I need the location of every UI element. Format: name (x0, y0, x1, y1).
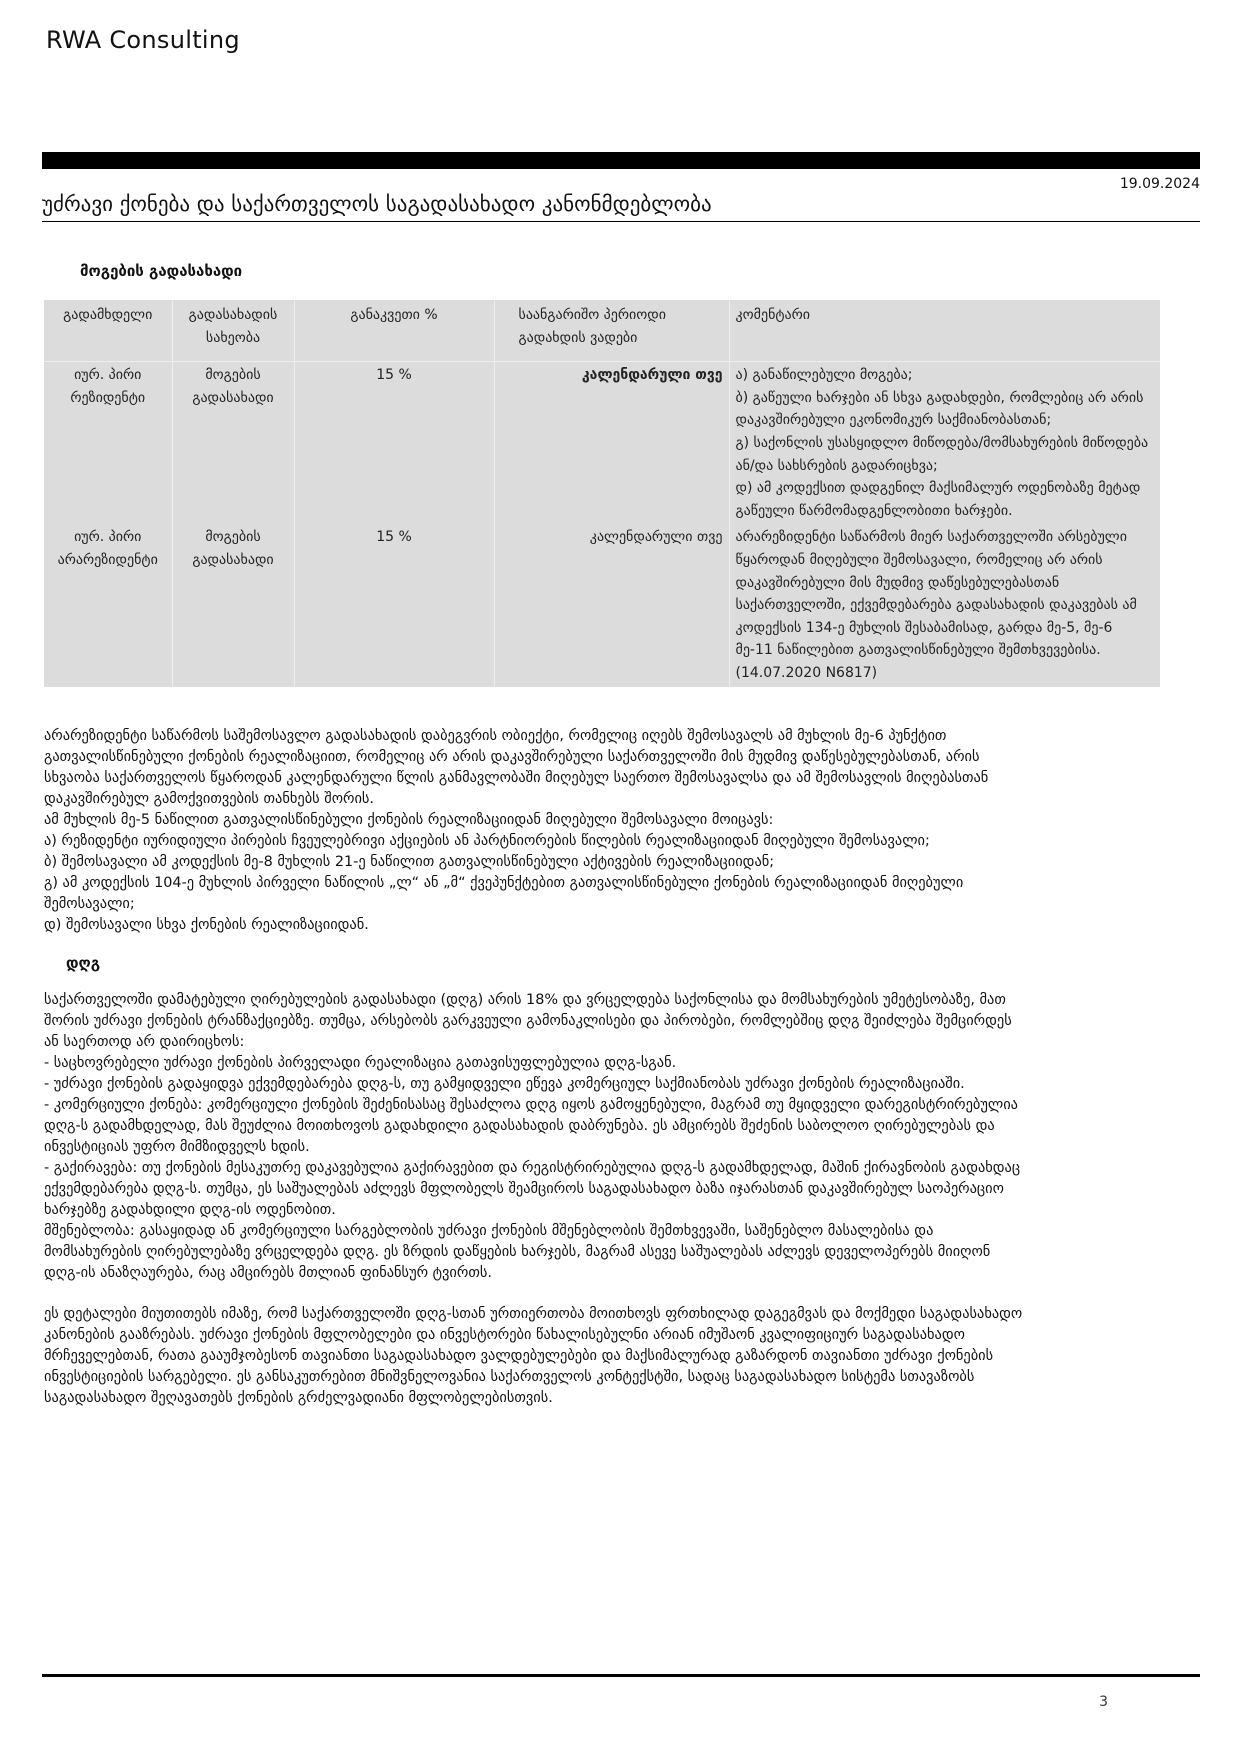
cell-tax-type: მოგების გადასახადი (172, 362, 294, 525)
profit-tax-heading: მოგების გადასახადი (80, 262, 243, 280)
comment-line: გ) საქონლის უსასყიდლო მიწოდება/მომსახურების მიწოდება ან/და სახსრების გადარიცხვა; (735, 434, 1149, 474)
paragraph-line: კანონების გააზრებას. უძრავი ქონების მფლობელები და ინვესტორები წახალისებულნი არიან იმუშაონ კვალიფიციურ საგადასახადო (44, 1327, 965, 1343)
paragraph-line: მშენებლობა: გასაყიდად ან კომერციული სარგებლობის უძრავი ქონების მშენებლობის შემთხვევაში, საშენებლო მასალებისა და (44, 1223, 934, 1239)
paragraph-line: ეს დეტალები მიუთითებს იმაზე, რომ საქართველოში დღგ-სთან ურთიერთობა მოითხოვს ფრთხილად დაგეგმვას და მოქმედი საგადასახადო (44, 1306, 1023, 1322)
cell-payer: იურ. პირი არარეზიდენტი (44, 524, 172, 686)
column-header-rate: განაკვეთი % (294, 300, 494, 362)
paragraph-line: დ) შემოსავალი სხვა ქონების რეალიზაციიდან. (44, 917, 369, 933)
paragraph-line: არარეზიდენტი საწარმოს საშემოსავლო გადასახადის დაბეგვრის ობიექტი, რომელიც იღებს შემოსავალს ამ მუხლის მე-6 პუნქტით (44, 728, 947, 744)
table-header-row (44, 300, 1160, 362)
footer-divider (42, 1674, 1200, 1677)
vat-heading: დღგ (66, 954, 101, 972)
comment-line: არარეზიდენტი საწარმოს მიერ საქართველოში არსებული წყაროდან მიღებული შემოსავალი, რომელიც არ არის დაკავშირებული მის მუდმივ დაწესებულებასთან საქართველოში, ექვემდებარება გადასახადის დაკავებას ამ კოდექსის 134-ე მუხლის შესაბამისად, გარდა მე-5, მე-6 მე-11 ნაწილებით გათვალისწინებული შემთხვევებისა. (14.07.2020 N6817) (735, 529, 1137, 681)
paragraph-line: დღგ-ის ანაზღაურება, რაც ამცირებს მთლიან ფინანსურ ტვირთს. (44, 1265, 492, 1281)
cell-tax-type: მოგების გადასახადი (172, 524, 294, 686)
comment-line: დ) ამ კოდექსით დადგენილ მაქსიმალურ ოდენობაზე მეტად გაწეული წარმომადგენლობითი ხარჯები. (735, 480, 1141, 519)
paragraph-line: - კომერციული ქონება: კომერციული ქონების შეძენისასაც შესაძლოა დღგ იყოს გამოყენებული, მაგრამ თუ მყიდველი დარეგისტრირებულია (44, 1097, 1018, 1113)
document-date: 19.09.2024 (1119, 176, 1200, 192)
column-header-period: საანგარიშო პერიოდი გადახდის ვადები (494, 300, 729, 362)
cell-rate: 15 % (294, 524, 494, 686)
cell-period: კალენდარული თვე (494, 524, 729, 686)
document-title: უძრავი ქონება და საქართველოს საგადასახადო კანონმდებლობა (42, 192, 712, 216)
paragraph-line: მომსახურების ღირებულებაზე ვრცელდება დღგ. ეს ზრდის დაწყების ხარჯებს, მაგრამ ასევე საშუალებას აძლევს დეველოპერებს მიიღონ (44, 1244, 991, 1260)
column-header-tax-type: გადასახადის სახეობა (172, 300, 294, 362)
paragraph-line: ა) რეზიდენტი იურიდიული პირების ჩვეულებრივი აქციების ან პარტნიორების წილების რეალიზაციიდან მიღებული შემოსავალი; (44, 833, 930, 849)
table-row (44, 362, 1160, 525)
company-name: RWA Consulting (46, 26, 240, 54)
paragraph-line: ინვესტიციას უფრო მიმზიდველს ხდის. (44, 1139, 310, 1155)
cell-comment (729, 362, 1160, 525)
paragraph-line: შემოსავალი; (44, 896, 135, 912)
paragraph-line: - საცხოვრებელი უძრავი ქონების პირველადი რეალიზაცია გათავისუფლებულია დღგ-სგან. (44, 1055, 677, 1071)
cell-payer: იურ. პირი რეზიდენტი (44, 362, 172, 525)
paragraph-line: ამ მუხლის მე-5 ნაწილით გათვალისწინებული ქონების რეალიზაციიდან მიღებული შემოსავალი მოიცავს: (44, 812, 774, 828)
cell-rate: 15 % (294, 362, 494, 525)
paragraph-line: დაკავშირებულ გამოქვითვების თანხებს შორის. (44, 791, 375, 807)
paragraph-line: დღგ-ს გადამხდელად, მას შეუძლია მოითხოვოს გადახდილი გადასახადის დაბრუნება. ეს ამცირებს შეძენის საბოლოო ღირებულებას და (44, 1118, 995, 1134)
paragraph-line: - გაქირავება: თუ ქონების მესაკუთრე დაკავებულია გაქირავებით და რეგისტრირებულია დღგ-ს გადამხდელად, მაშინ ქირავნობის გადახდაც (44, 1160, 1021, 1176)
paragraph-line: ხარჯებზე გადახდილი დღგ-ის ოდენობით. (44, 1202, 336, 1218)
cell-period: კალენდარული თვე (494, 362, 729, 525)
column-header-payer: გადამხდელი (44, 300, 172, 362)
column-header-comment: კომენტარი (735, 307, 811, 323)
paragraph-line: გათვალისწინებული ქონების რეალიზაციით, რომელიც არ არის დაკავშირებული საქართველოში მის მუდმივ დაწესებულებასთან, არის (44, 749, 980, 765)
paragraph-line: საგადასახადო შეღავათებს ქონების გრძელვადიანი მფლობელებისთვის. (44, 1390, 553, 1406)
cell-comment (729, 524, 1160, 686)
vat-paragraph (44, 990, 1160, 1284)
comment-line: ა) განაწილებული მოგება; (735, 367, 913, 384)
vat-conclusion (44, 1304, 1160, 1409)
profit-tax-table (44, 300, 1160, 687)
header-bar (42, 152, 1200, 169)
table-row (44, 524, 1160, 686)
page-number: 3 (1099, 1694, 1108, 1710)
paragraph-line: მრჩეველებთან, რათა გააუმჯობესონ თავიანთი საგადასახადო ვალდებულებები და მაქსიმალურად გაზარდონ თავიანთი უძრავი ქონების (44, 1348, 994, 1364)
title-divider (42, 221, 1200, 222)
paragraph-line: ექვემდებარება დღგ-ს. თუმცა, ეს საშუალებას აძლევს მფლობელს შეამციროს საგადასახადო ბაზა იჯარასთან დაკავშირებულ საოპერაციო (44, 1181, 1004, 1197)
paragraph-line: ან საერთოდ არ დაირიცხოს: (44, 1034, 245, 1050)
profit-tax-paragraph (44, 726, 1160, 936)
paragraph-line: საქართველოში დამატებული ღირებულების გადასახადი (დღგ) არის 18% და ვრცელდება საქონლისა და მომსახურების უმეტესობაზე, მათ (44, 992, 1006, 1008)
paragraph-line: გ) ამ კოდექსის 104-ე მუხლის პირველი ნაწილის „ლ“ ან „მ“ ქვეპუნქტებით გათვალისწინებული ქონების რეალიზაციიდან მიღებული (44, 875, 964, 891)
paragraph-line: ინვესტიციების სარგებელი. ეს განსაკუთრებით მნიშვნელოვანია საქართველოს კონტექსტში, სადაც საგადასახადო სისტემა სთავაზობს (44, 1369, 975, 1385)
paragraph-line: ბ) შემოსავალი ამ კოდექსის მე-8 მუხლის 21-ე ნაწილით გათვალისწინებული აქტივების რეალიზაციიდან; (44, 854, 775, 870)
comment-line: ბ) გაწეული ხარჯები ან სხვა გადახდები, რომლებიც არ არის დაკავშირებული ეკონომიკურ საქმიანობასთან; (735, 389, 1144, 429)
paragraph-line: სხვაობა საქართველოს წყაროდან კალენდარული წლის განმავლობაში მიღებულ საერთო შემოსავალსა და ამ შემოსავლის მიღებასთან (44, 770, 989, 786)
paragraph-line: შორის უძრავი ქონების ტრანზაქციებზე. თუმცა, არსებობს გარკვეული გამონაკლისები და პირობები, რომლებშიც დღგ შეიძლება შემცირდეს (44, 1013, 1012, 1029)
paragraph-line: - უძრავი ქონების გადაყიდვა ექვემდებარება დღგ-ს, თუ გამყიდველი ეწევა კომერციულ საქმიანობას უძრავი ქონების რეალიზაციაში. (44, 1076, 965, 1092)
